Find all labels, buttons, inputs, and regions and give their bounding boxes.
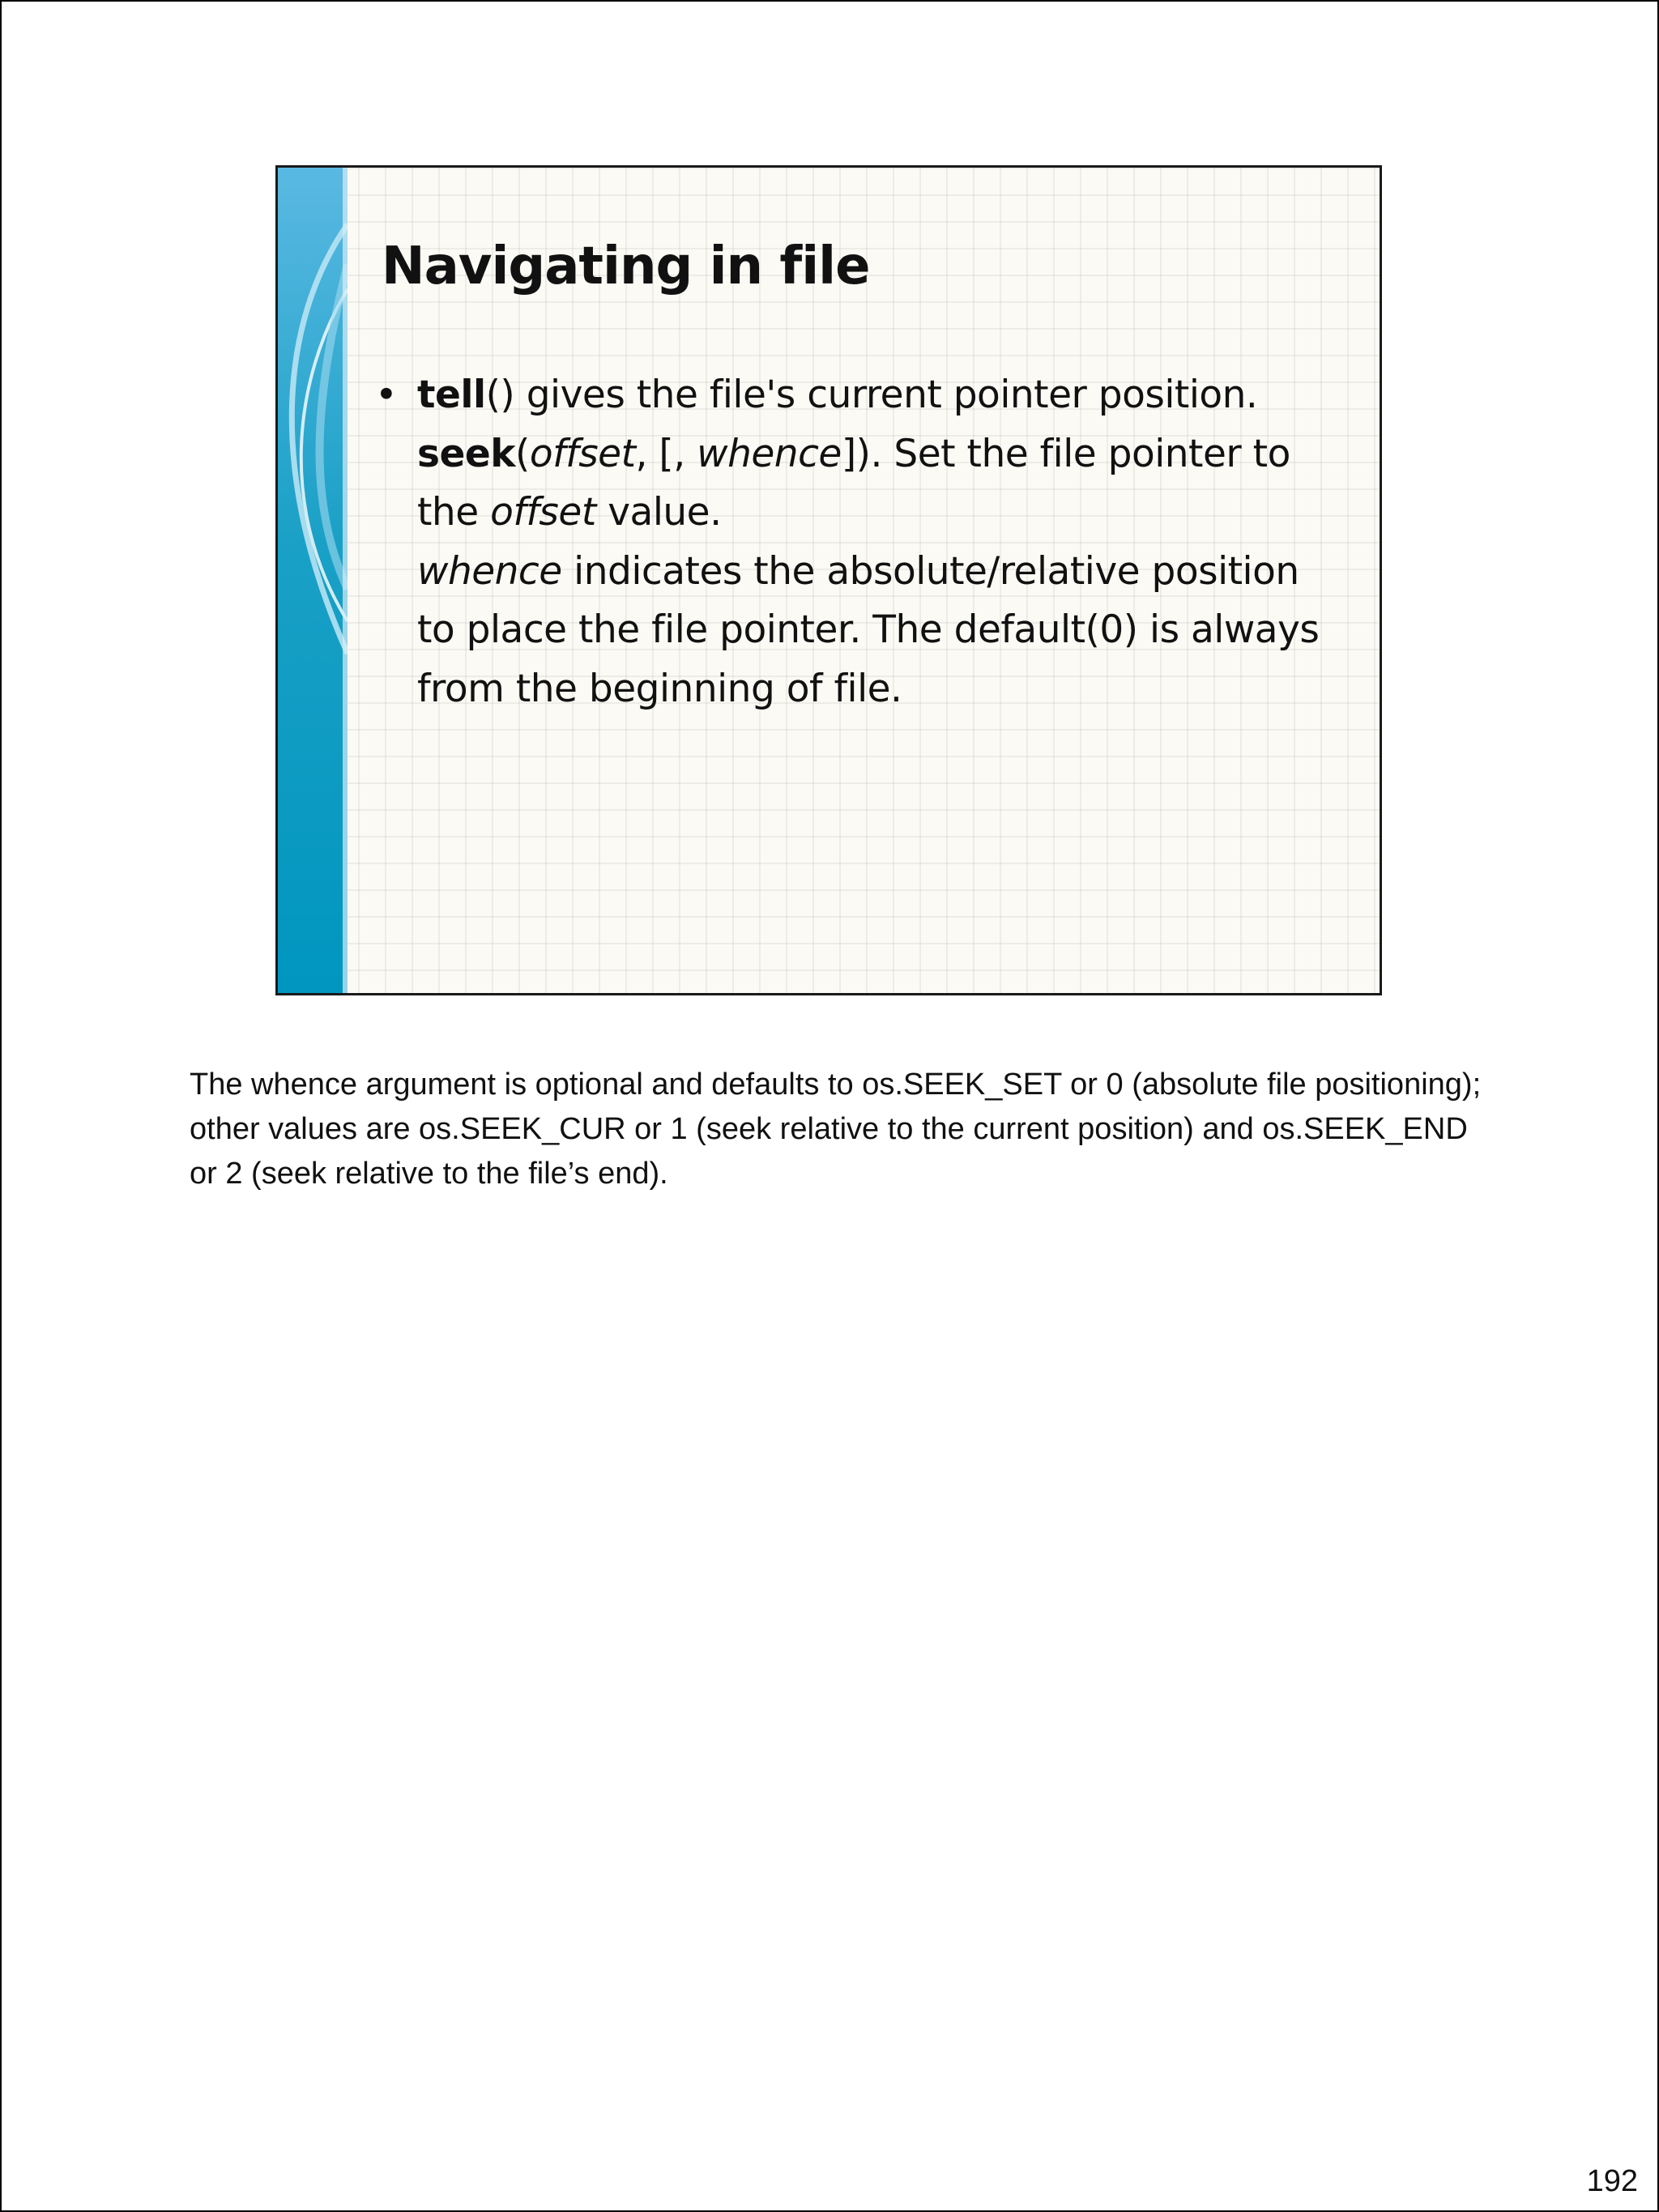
tell-description: () gives the file's current pointer position.: [485, 373, 1258, 417]
wave-decoration-icon: [278, 168, 348, 995]
whence-description: indicates the absolute/relative position to place the file pointer. The default(0) is always from the beginning of file.: [417, 548, 1320, 711]
slide-body: [375, 366, 1331, 718]
slide-thumbnail: [275, 165, 1382, 995]
bullet-line-whence: [417, 543, 1331, 719]
speaker-notes: [190, 1063, 1486, 1196]
param-whence-ref: whence: [417, 548, 562, 594]
slide-title: Navigating in file: [382, 237, 870, 296]
decorative-wave-band: [278, 168, 348, 993]
bullet-text: [417, 366, 1331, 718]
seek-description-end: value.: [595, 490, 722, 535]
bullet-line-seek: [417, 425, 1331, 543]
function-name-tell: tell: [417, 373, 486, 417]
param-whence: whence: [697, 431, 842, 476]
function-name-seek: seek: [417, 431, 515, 476]
bullet-icon: •: [375, 373, 398, 417]
notes-paragraph: The whence argument is optional and defaults to os.SEEK_SET or 0 (absolute file positioning);: [190, 1068, 1482, 1102]
notes-paragraph: other values are os.SEEK_CUR or 1 (seek relative to the current position) and os.SEEK_END or 2 (seek relative to the file’s end).: [190, 1112, 1468, 1191]
page-number: 192: [1586, 2164, 1638, 2198]
param-offset-ref: offset: [490, 490, 596, 535]
bullet-line-tell: [417, 366, 1331, 425]
param-offset: offset: [529, 431, 636, 476]
seek-description: ]). Set the file pointer to the: [417, 431, 1290, 535]
bullet-item: [375, 366, 1331, 718]
seek-paren-open: (: [515, 431, 530, 476]
seek-separator: , [,: [635, 431, 697, 476]
